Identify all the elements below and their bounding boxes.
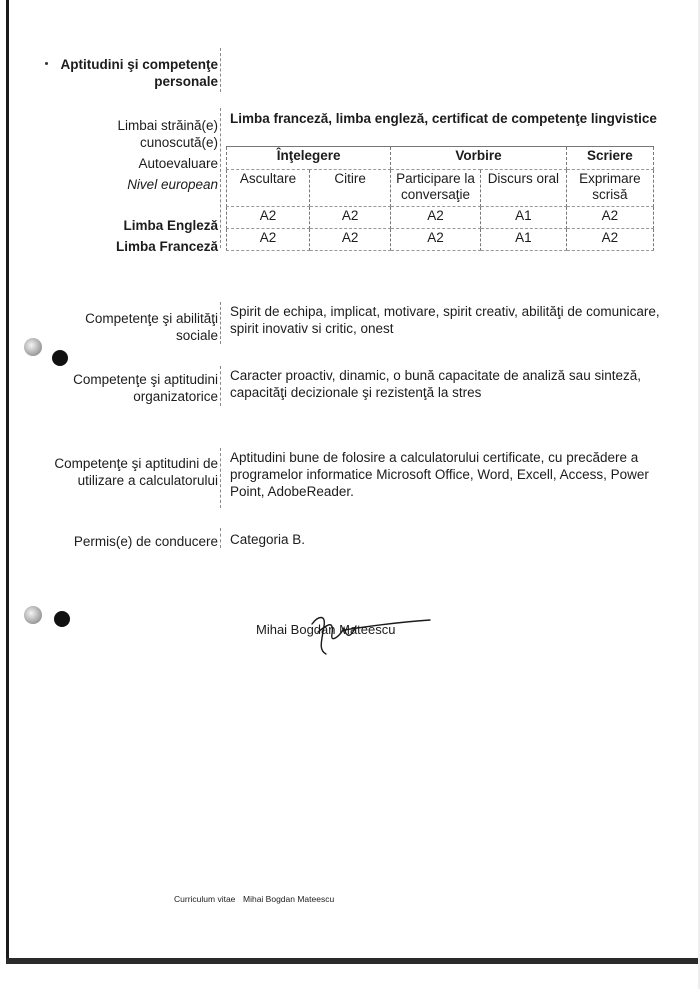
social-text: Spirit de echipa, implicat, motivare, spirit creativ, abilităţi de comunicare, spirit inovativ si critic, onest [230, 304, 660, 336]
language-levels-table [226, 146, 654, 251]
table-row [227, 229, 654, 251]
group-speaking: Vorbire [391, 147, 567, 170]
driving-label: Permis(e) de conducere [73, 534, 218, 549]
organizational-label: Competenţe şi aptitudini organizatorice [73, 372, 218, 404]
level-cell: A2 [227, 229, 310, 251]
column-written: Exprimare scrisă [566, 170, 653, 207]
organizational-text: Caracter proactiv, dinamic, o bună capacitate de analiză sau sinteză, capacităţi decizionale şi rezistenţă la stres [230, 368, 641, 400]
group-understanding: Înţelegere [227, 147, 391, 170]
level-cell: A2 [310, 229, 391, 251]
section-title: Aptitudini şi competenţe personale [60, 57, 218, 89]
separator-line [220, 108, 221, 248]
bullet-dot [45, 62, 48, 65]
level-cell: A2 [566, 207, 653, 229]
signature-icon [300, 606, 435, 658]
level-cell: A2 [391, 229, 481, 251]
footer-doc-label: Curriculum vitae [174, 894, 236, 904]
punch-hole [24, 606, 42, 624]
punch-hole [24, 338, 42, 356]
column-listening: Ascultare [227, 170, 310, 207]
language-row-name-french: Limba Franceză [115, 239, 218, 254]
separator-line [220, 48, 221, 92]
column-oral: Discurs oral [480, 170, 566, 207]
separator-line [220, 366, 221, 406]
level-cell: A1 [480, 229, 566, 251]
separator-line [220, 528, 221, 548]
separator-line [220, 448, 221, 508]
social-label: Competenţe şi abilităţi sociale [85, 311, 218, 343]
languages-value: Limba franceză, limba engleză, certificat de competenţe lingvistice [230, 111, 657, 126]
separator-line [220, 302, 221, 344]
table-row [227, 207, 654, 229]
footer-name: Mihai Bogdan Mateescu [243, 894, 335, 904]
signature-name: Mihai Bogdan Mateescu [256, 622, 396, 637]
self-assessment-label: Autoevaluare [138, 156, 218, 171]
language-row-name-english: Limba Engleză [123, 218, 218, 233]
level-cell: A2 [227, 207, 310, 229]
level-cell: A2 [391, 207, 481, 229]
page-left-edge [6, 0, 9, 960]
column-reading: Citire [310, 170, 391, 207]
level-cell: A2 [310, 207, 391, 229]
level-cell: A1 [480, 207, 566, 229]
punch-mark [52, 350, 68, 366]
level-cell: A2 [566, 229, 653, 251]
computer-label: Competenţe şi aptitudini de utilizare a calculatorului [54, 456, 218, 488]
group-writing: Scriere [566, 147, 653, 170]
column-conversation: Participare la conversaţie [391, 170, 481, 207]
european-level-label: Nivel european [127, 177, 218, 192]
page-bottom-edge [6, 958, 700, 964]
driving-value: Categoria B. [230, 532, 306, 547]
computer-text: Aptitudini bune de folosire a calculatorului certificate, cu precădere a programelor informatice Microsoft Office, Word, Excell, Access, Power Point, AdobeReader. [230, 450, 649, 499]
punch-mark [54, 611, 70, 627]
languages-label: Limbai străină(e) cunoscută(e) [117, 118, 218, 150]
